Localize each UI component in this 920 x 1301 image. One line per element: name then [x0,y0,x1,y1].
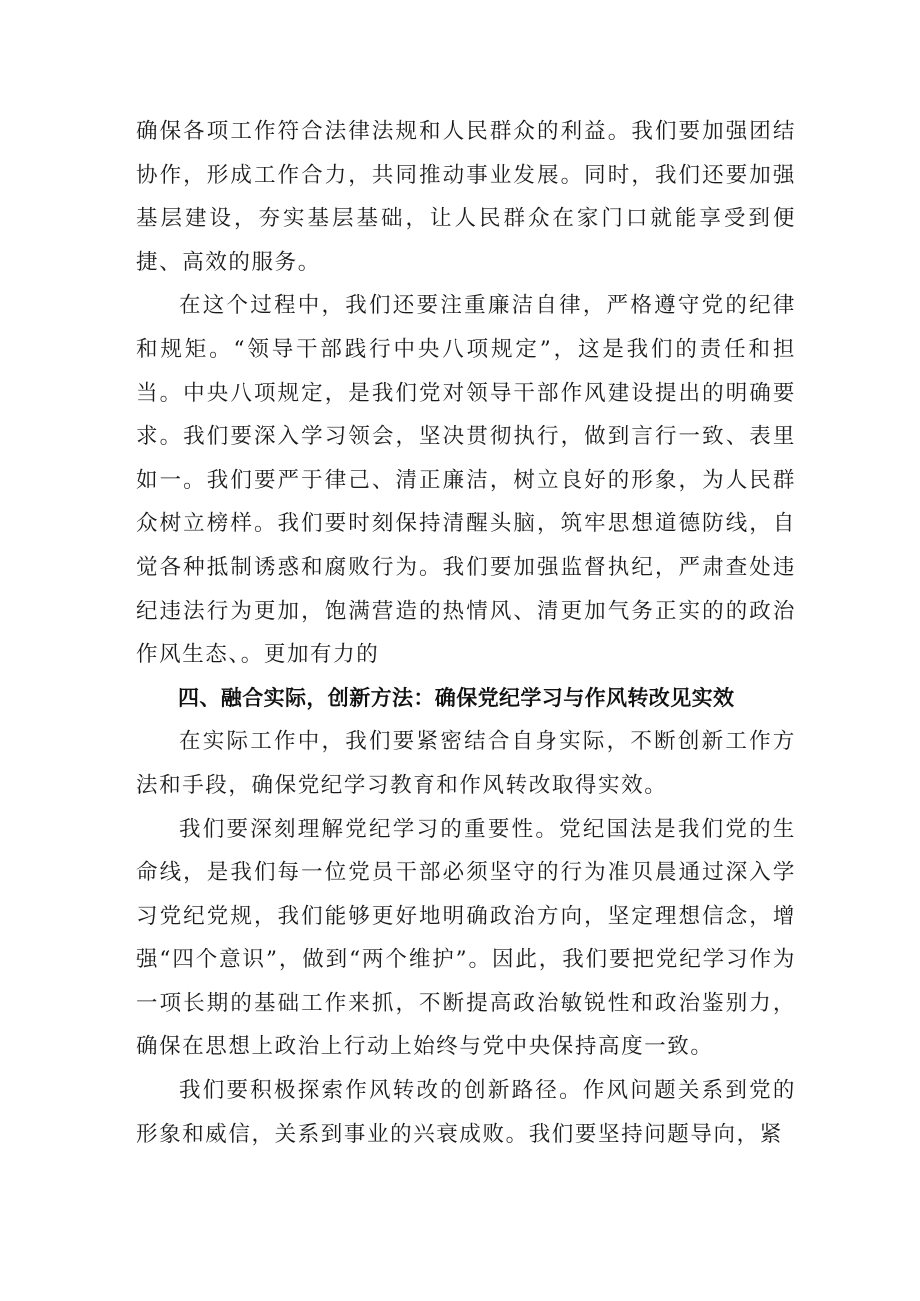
paragraph-4: 我们要深刻理解党纪学习的重要性。党纪国法是我们党的生命线，是我们每一位党员干部必须坚守的行为准贝晨通过深入学习党纪党规，我们能够更好地明确政治方向，坚定理想信念，增强“四个意识”，做到“两个维护”。因此，我们要把党纪学习作为一项长期的基础工作来抓，不断提高政治敏锐性和政治鉴别力，确保在思想上政治上行动上始终与党中央保持高度一致。 [136,816,796,1060]
paragraph-5: 我们要积极探索作风转改的创新路径。作风问题关系到党的形象和威信，关系到事业的兴衰成败。我们要坚持问题导向，紧 [136,1078,796,1147]
paragraph-2: 在这个过程中，我们还要注重廉洁自律，严格遵守党的纪律和规矩。“领导干部践行中央八项规定”，这是我们的责任和担当。中央八项规定，是我们党对领导干部作风建设提出的明确要求。我们要深入学习领会，坚决贯彻执行，做到言行一致、表里如一。我们要严于律己、清正廉洁，树立良好的形象，为人民群众树立榜样。我们要时刻保持清醒头脑，筑牢思想道德防线，自觉各种抵制诱惑和腐败行为。我们要加强监督执纪，严肃查处违纪违法行为更加，饱满营造的热情风、清更加气务正实的的政治作风生态、。更加有力的 [136,293,796,668]
paragraph-3: 在实际工作中，我们要紧密结合自身实际，不断创新工作方法和手段，确保党纪学习教育和作风转改取得实效。 [136,729,796,798]
paragraph-1: 确保各项工作符合法律法规和人民群众的利益。我们要加强团结协作，形成工作合力，共同推动事业发展。同时，我们还要加强基层建设，夯实基层基础，让人民群众在家门口就能享受到便捷、高效的服务。 [136,119,796,275]
document-body [136,110,796,1156]
section-heading: 四、融合实际，创新方法：确保党纪学习与作风转改见实效 [178,685,735,710]
